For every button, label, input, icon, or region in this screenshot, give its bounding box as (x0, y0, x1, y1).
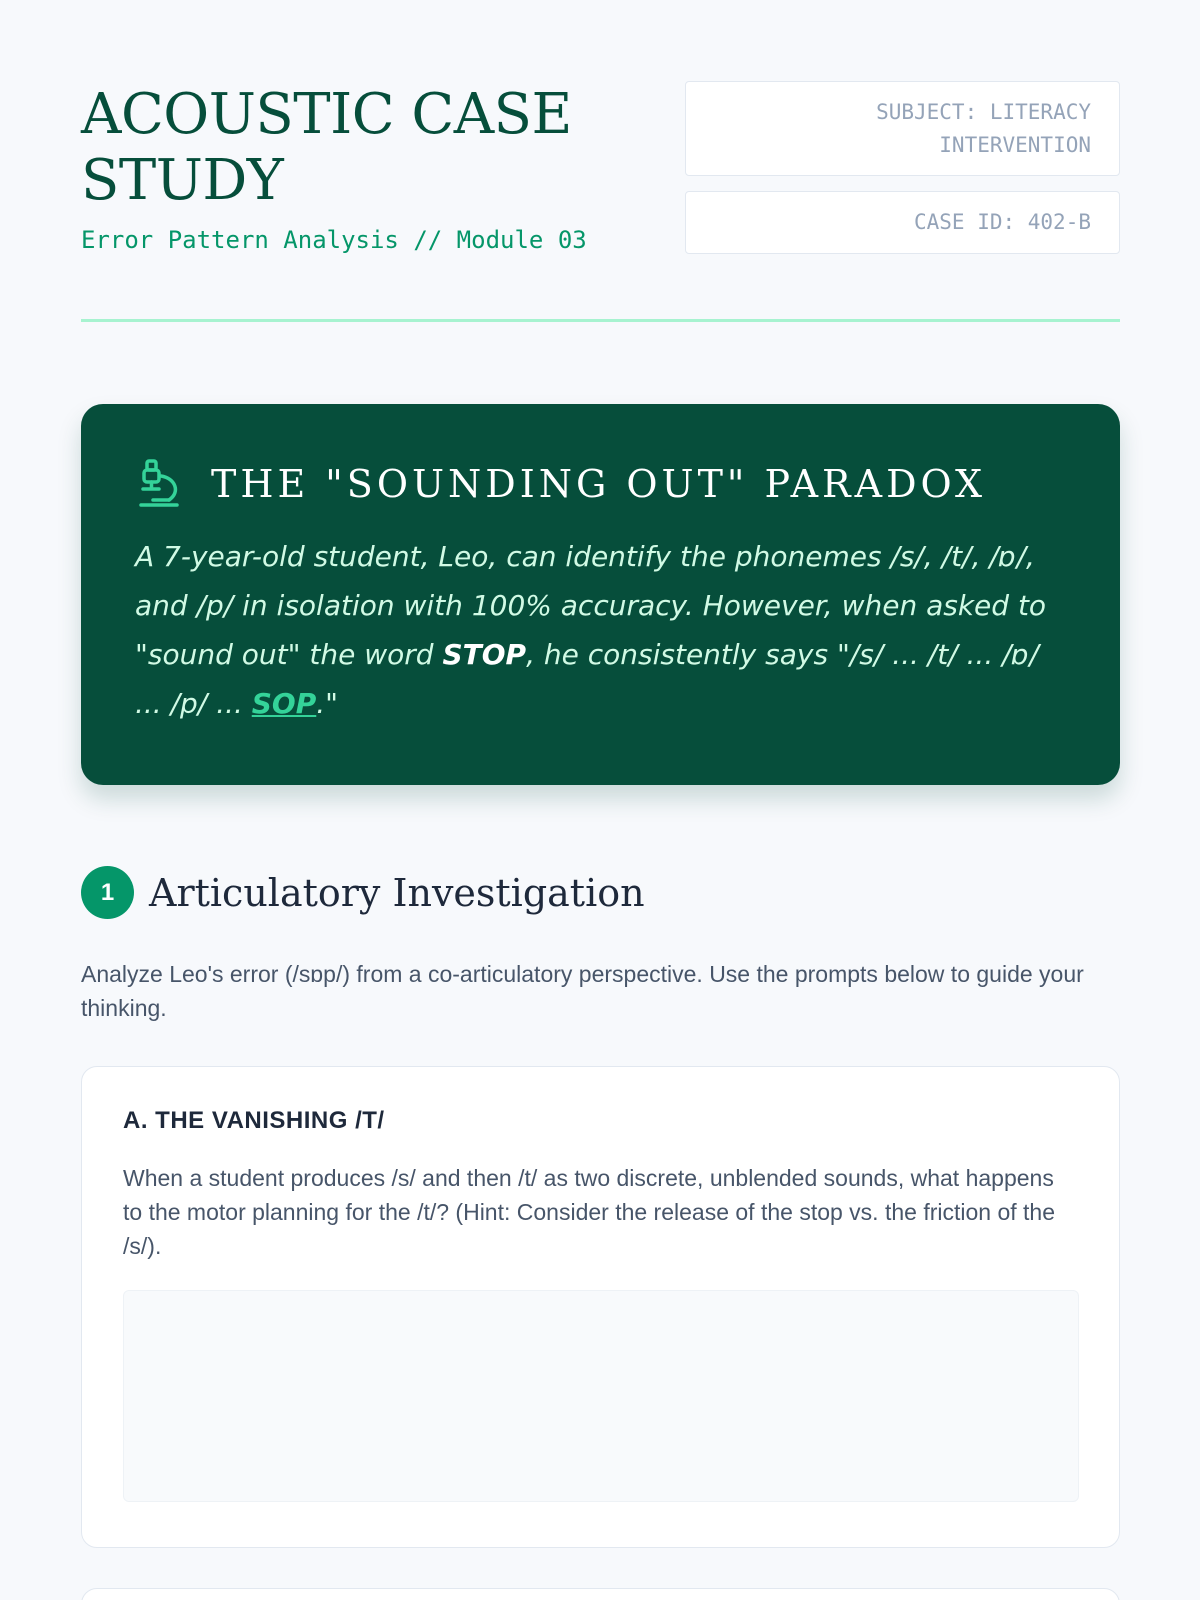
subject-badge: SUBJECT: LITERACY INTERVENTION (685, 81, 1120, 176)
paradox-card (81, 404, 1120, 785)
question-card-a (81, 1066, 1120, 1548)
paradox-text-part3: ." (316, 687, 339, 720)
case-id-badge: CASE ID: 402-B (685, 191, 1120, 254)
header-divider (81, 319, 1120, 322)
section-title: Articulatory Investigation (149, 870, 645, 915)
paradox-description (135, 532, 1066, 728)
paradox-title: THE "SOUNDING OUT" PARADOX (211, 462, 987, 506)
paradox-text-part1: A 7-year-old student, Leo, can identify the phonemes /s/, /t/, /ɒ/, and /p/ in isolation with 100% accuracy. However, when asked to "sound out" the word (135, 540, 1047, 671)
section-number-badge: 1 (81, 866, 134, 919)
question-title: A. THE VANISHING /T/ (123, 1107, 385, 1134)
question-card-b (81, 1588, 1120, 1600)
page-title: ACOUSTIC CASE STUDY (81, 82, 572, 213)
paradox-header (135, 454, 1066, 514)
answer-field[interactable] (123, 1290, 1079, 1502)
paradox-error-word: SOP (251, 687, 317, 720)
question-prompt: When a student produces /s/ and then /t/ as two discrete, unblended sounds, what happens to the motor planning for the /t/? (Hint: Consider the release of the stop vs. the friction of the /s/). (123, 1165, 1056, 1259)
microscope-icon (135, 458, 183, 510)
section-intro: Analyze Leo's error (/sɒp/) from a co-articulatory perspective. Use the prompts below to guide your thinking. (81, 961, 1084, 1021)
section-1-header (81, 866, 645, 919)
page-subtitle: Error Pattern Analysis // Module 03 (81, 226, 587, 254)
header (81, 0, 1120, 322)
worksheet-page (81, 0, 1120, 1259)
title-block (81, 82, 681, 254)
paradox-text-part2: , he consistently says "/s/ ... /t/ ... /ɒ/ ... /p/ ... (135, 638, 1039, 720)
paradox-target-word: STOP (442, 638, 527, 671)
